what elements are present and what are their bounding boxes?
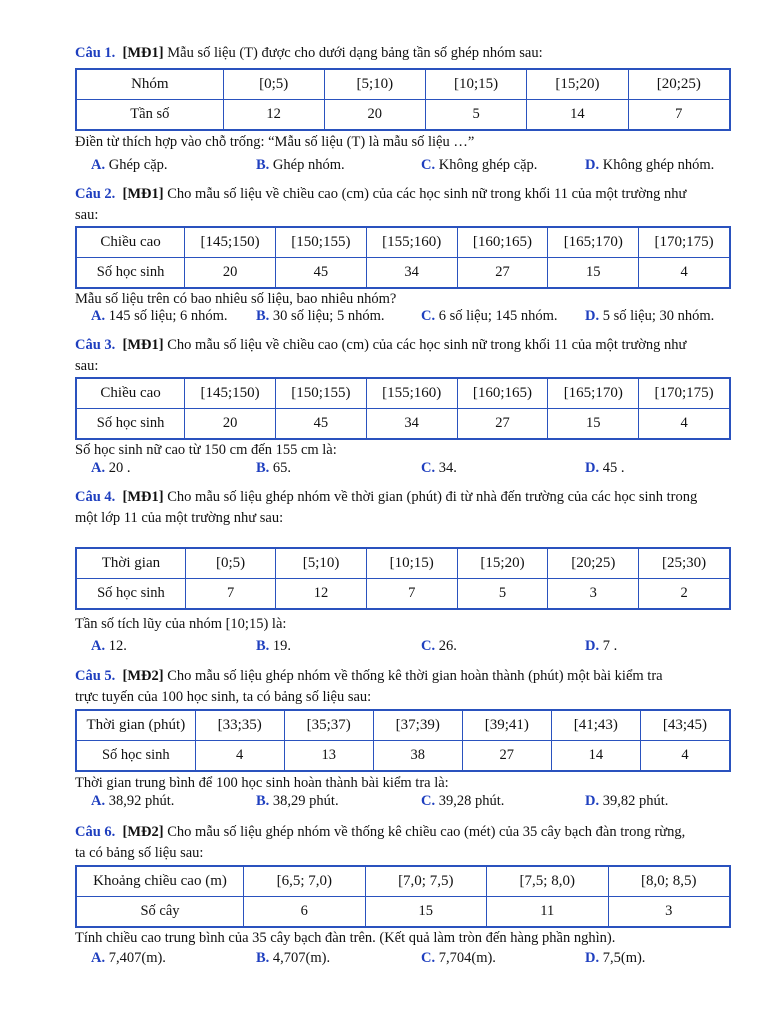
- frequency-table: [75, 377, 731, 440]
- question-number: Câu 3.: [75, 337, 116, 353]
- table-row: [76, 100, 730, 131]
- answer-option-c[interactable]: [421, 793, 504, 810]
- option-text: Ghép nhóm.: [269, 157, 345, 173]
- question-text: Cho mẫu số liệu ghép nhóm về thống kê thời gian hoàn thành (phút) một bài kiểm tra: [167, 668, 663, 684]
- table-cell: 3: [548, 579, 639, 610]
- table-cell: 27: [462, 741, 551, 772]
- level-tag: [MĐ2]: [122, 668, 164, 684]
- table-cell: 45: [275, 258, 366, 289]
- table-cell: 6: [244, 897, 365, 928]
- option-text: 7,704(m).: [435, 950, 496, 966]
- option-text: 26.: [435, 638, 457, 654]
- question-text: Cho mẫu số liệu ghép nhóm về thời gian (phút) đi từ nhà đến trường của các học sinh trong: [167, 489, 698, 505]
- option-text: Ghép cặp.: [105, 157, 168, 173]
- table-header-row: [76, 69, 730, 100]
- question-text: Cho mẫu số liệu về chiều cao (cm) của các học sinh nữ trong khối 11 của một trường như: [167, 186, 687, 202]
- table-cell: 2: [639, 579, 730, 610]
- table-cell: 34: [366, 409, 457, 440]
- table-cell: [145;150): [185, 227, 276, 258]
- table-cell: 4: [639, 258, 730, 289]
- answer-option-a[interactable]: [91, 638, 127, 655]
- level-tag: [MĐ1]: [122, 45, 164, 61]
- option-text: 19.: [269, 638, 292, 654]
- answer-option-d[interactable]: [585, 638, 617, 655]
- row-label-cell: Số cây: [76, 897, 244, 928]
- table-cell: 3: [608, 897, 730, 928]
- question-prompt: Tính chiều cao trung bình của 35 cây bạch đàn trên. (Kết quả làm tròn đến hàng phần nghìn).: [75, 930, 616, 946]
- table-cell: 15: [548, 258, 639, 289]
- answer-option-b[interactable]: [256, 460, 291, 477]
- question-number: Câu 5.: [75, 668, 116, 684]
- option-letter: A.: [91, 157, 106, 173]
- answer-option-c[interactable]: [421, 950, 496, 967]
- option-letter: C.: [421, 950, 436, 966]
- answer-option-b[interactable]: [256, 638, 291, 655]
- question-text-cont: ta có bảng số liệu sau:: [75, 845, 204, 861]
- answer-option-a[interactable]: [91, 793, 174, 810]
- table-cell: 12: [223, 100, 324, 131]
- answer-option-d[interactable]: [585, 157, 714, 174]
- option-text: 38,92 phút.: [105, 793, 175, 809]
- table-cell: [145;150): [185, 378, 276, 409]
- table-cell: 14: [551, 741, 640, 772]
- answer-option-a[interactable]: [91, 308, 228, 325]
- answer-option-c[interactable]: [421, 308, 558, 325]
- answer-option-d[interactable]: [585, 308, 714, 325]
- question-prompt: Thời gian trung bình để 100 học sinh hoàn thành bài kiểm tra là:: [75, 775, 449, 791]
- answer-option-a[interactable]: [91, 460, 130, 477]
- option-letter: D.: [585, 157, 600, 173]
- option-letter: B.: [256, 308, 270, 324]
- question-text: Cho mẫu số liệu về chiều cao (cm) của các học sinh nữ trong khối 11 của một trường như: [167, 337, 687, 353]
- answer-option-c[interactable]: [421, 157, 537, 174]
- table-cell: [25;30): [639, 548, 730, 579]
- answer-option-b[interactable]: [256, 950, 330, 967]
- table-cell: 15: [548, 409, 639, 440]
- frequency-table: [75, 547, 731, 610]
- question-text-cont: một lớp 11 của một trường như sau:: [75, 510, 284, 526]
- table-cell: 13: [284, 741, 373, 772]
- table-header-row: [76, 227, 730, 258]
- option-letter: B.: [256, 950, 270, 966]
- table-cell: 45: [275, 409, 366, 440]
- table-cell: 27: [457, 258, 548, 289]
- question-text: Mẫu số liệu (T) được cho dưới dạng bảng tần số ghép nhóm sau:: [167, 45, 543, 61]
- table-cell: [150;155): [275, 227, 366, 258]
- table-cell: [37;39): [373, 710, 462, 741]
- option-letter: A.: [91, 460, 106, 476]
- option-text: Không ghép nhóm.: [599, 157, 715, 173]
- question-4: [75, 487, 732, 529]
- table-cell: [160;165): [457, 378, 548, 409]
- answer-options: [91, 460, 732, 480]
- question-2: [75, 184, 732, 226]
- table-header-row: [76, 378, 730, 409]
- option-text: 5 số liệu; 30 nhóm.: [599, 308, 715, 324]
- table-cell: [165;170): [548, 378, 639, 409]
- table-cell: 11: [487, 897, 608, 928]
- table-cell: [7,0; 7,5): [365, 866, 486, 897]
- answer-option-a[interactable]: [91, 950, 166, 967]
- level-tag: [MĐ1]: [122, 186, 164, 202]
- option-text: 30 số liệu; 5 nhóm.: [269, 308, 385, 324]
- table-cell: [15;20): [457, 548, 548, 579]
- option-letter: C.: [421, 638, 436, 654]
- question-number: Câu 4.: [75, 489, 116, 505]
- table-cell: [35;37): [284, 710, 373, 741]
- table-cell: [160;165): [457, 227, 548, 258]
- row-label-cell: Số học sinh: [76, 409, 185, 440]
- table-cell: [165;170): [548, 227, 639, 258]
- option-text: 65.: [269, 460, 292, 476]
- table-cell: [41;43): [551, 710, 640, 741]
- table-cell: 14: [527, 100, 628, 131]
- option-text: 4,707(m).: [269, 950, 331, 966]
- answer-options: [91, 308, 732, 328]
- answer-options: [91, 157, 732, 177]
- table-cell: 34: [366, 258, 457, 289]
- question-text: Cho mẫu số liệu ghép nhóm về thống kê chiều cao (mét) của 35 cây bạch đàn trong rừng,: [167, 824, 686, 840]
- row-label-cell: Thời gian (phút): [76, 710, 195, 741]
- option-letter: B.: [256, 157, 270, 173]
- table-cell: [170;175): [639, 378, 730, 409]
- table-cell: 15: [365, 897, 486, 928]
- table-cell: [155;160): [366, 227, 457, 258]
- row-label-cell: Số học sinh: [76, 258, 185, 289]
- option-letter: C.: [421, 157, 436, 173]
- option-text: 20 .: [105, 460, 131, 476]
- option-letter: B.: [256, 460, 270, 476]
- table-cell: [0;5): [185, 548, 275, 579]
- option-letter: A.: [91, 638, 106, 654]
- question-prompt: Mẫu số liệu trên có bao nhiêu số liệu, bao nhiêu nhóm?: [75, 291, 397, 307]
- table-cell: 38: [373, 741, 462, 772]
- table-cell: [10;15): [425, 69, 526, 100]
- option-letter: C.: [421, 793, 436, 809]
- table-cell: 27: [457, 409, 548, 440]
- option-letter: C.: [421, 460, 436, 476]
- row-label-cell: Chiều cao: [76, 378, 185, 409]
- table-cell: [43;45): [640, 710, 730, 741]
- option-text: 34.: [435, 460, 457, 476]
- table-cell: [170;175): [639, 227, 730, 258]
- question-3: [75, 335, 732, 377]
- question-5: [75, 666, 732, 708]
- table-cell: [10;15): [366, 548, 457, 579]
- row-label-cell: Nhóm: [76, 69, 223, 100]
- table-row: [76, 741, 730, 772]
- table-cell: [5;10): [324, 69, 425, 100]
- row-label-cell: Thời gian: [76, 548, 185, 579]
- question-number: Câu 1.: [75, 45, 116, 61]
- option-letter: C.: [421, 308, 436, 324]
- option-text: 45 .: [599, 460, 625, 476]
- option-letter: D.: [585, 308, 600, 324]
- option-text: 145 số liệu; 6 nhóm.: [105, 308, 228, 324]
- frequency-table: [75, 709, 731, 772]
- option-letter: B.: [256, 793, 270, 809]
- question-6: [75, 822, 732, 864]
- question-text-cont: sau:: [75, 358, 99, 374]
- answer-options: [91, 638, 732, 658]
- answer-option-d[interactable]: [585, 950, 645, 967]
- table-cell: [150;155): [275, 378, 366, 409]
- table-cell: [20;25): [628, 69, 730, 100]
- option-letter: D.: [585, 793, 600, 809]
- answer-option-b[interactable]: [256, 793, 339, 810]
- question-prompt: Tần số tích lũy của nhóm [10;15) là:: [75, 616, 287, 632]
- table-cell: [33;35): [195, 710, 284, 741]
- answer-option-d[interactable]: [585, 460, 624, 477]
- table-row: [76, 409, 730, 440]
- question-1: [75, 43, 732, 64]
- level-tag: [MĐ1]: [122, 489, 164, 505]
- option-letter: D.: [585, 460, 600, 476]
- option-letter: A.: [91, 308, 106, 324]
- answer-option-a[interactable]: [91, 157, 168, 174]
- option-letter: D.: [585, 638, 600, 654]
- table-cell: 20: [324, 100, 425, 131]
- table-cell: 5: [425, 100, 526, 131]
- answer-option-c[interactable]: [421, 638, 457, 655]
- table-header-row: [76, 548, 730, 579]
- option-text: 7,5(m).: [599, 950, 646, 966]
- option-letter: A.: [91, 793, 106, 809]
- frequency-table: [75, 865, 731, 928]
- option-text: 39,28 phút.: [435, 793, 505, 809]
- table-header-row: [76, 710, 730, 741]
- row-label-cell: Chiều cao: [76, 227, 185, 258]
- table-cell: 20: [185, 409, 276, 440]
- table-cell: 4: [195, 741, 284, 772]
- option-letter: A.: [91, 950, 106, 966]
- answer-options: [91, 950, 732, 970]
- option-text: 7,407(m).: [105, 950, 166, 966]
- table-cell: 4: [640, 741, 730, 772]
- table-row: [76, 579, 730, 610]
- row-label-cell: Khoảng chiều cao (m): [76, 866, 244, 897]
- level-tag: [MĐ1]: [122, 337, 164, 353]
- table-header-row: [76, 866, 730, 897]
- table-cell: 7: [366, 579, 457, 610]
- table-cell: 12: [276, 579, 367, 610]
- answer-option-b[interactable]: [256, 308, 385, 325]
- question-text-cont: sau:: [75, 207, 99, 223]
- option-letter: B.: [256, 638, 270, 654]
- question-number: Câu 6.: [75, 824, 116, 840]
- table-cell: [15;20): [527, 69, 628, 100]
- question-number: Câu 2.: [75, 186, 116, 202]
- table-cell: 5: [457, 579, 548, 610]
- row-label-cell: Số học sinh: [76, 579, 185, 610]
- table-cell: [155;160): [366, 378, 457, 409]
- frequency-table: [75, 226, 731, 289]
- table-cell: [0;5): [223, 69, 324, 100]
- answer-options: [91, 793, 732, 813]
- table-row: [76, 897, 730, 928]
- option-letter: D.: [585, 950, 600, 966]
- row-label-cell: Số học sinh: [76, 741, 195, 772]
- table-cell: [8,0; 8,5): [608, 866, 730, 897]
- answer-option-c[interactable]: [421, 460, 457, 477]
- level-tag: [MĐ2]: [122, 824, 164, 840]
- question-text-cont: trực tuyến của 100 học sinh, ta có bảng số liệu sau:: [75, 689, 372, 705]
- question-prompt: Điền từ thích hợp vào chỗ trống: “Mẫu số liệu (T) là mẫu số liệu …”: [75, 134, 475, 150]
- answer-option-b[interactable]: [256, 157, 345, 174]
- table-cell: 4: [639, 409, 730, 440]
- table-row: [76, 258, 730, 289]
- table-cell: [20;25): [548, 548, 639, 579]
- option-text: 6 số liệu; 145 nhóm.: [435, 308, 558, 324]
- table-cell: 7: [185, 579, 275, 610]
- table-cell: [5;10): [276, 548, 367, 579]
- table-cell: [39;41): [462, 710, 551, 741]
- question-prompt: Số học sinh nữ cao từ 150 cm đến 155 cm là:: [75, 442, 337, 458]
- table-cell: [6,5; 7,0): [244, 866, 365, 897]
- answer-option-d[interactable]: [585, 793, 668, 810]
- option-text: 39,82 phút.: [599, 793, 669, 809]
- table-cell: [7,5; 8,0): [487, 866, 608, 897]
- frequency-table: [75, 68, 731, 131]
- option-text: 38,29 phút.: [269, 793, 339, 809]
- table-cell: 20: [185, 258, 276, 289]
- option-text: 7 .: [599, 638, 618, 654]
- option-text: Không ghép cặp.: [435, 157, 538, 173]
- table-cell: 7: [628, 100, 730, 131]
- option-text: 12.: [105, 638, 127, 654]
- row-label-cell: Tần số: [76, 100, 223, 131]
